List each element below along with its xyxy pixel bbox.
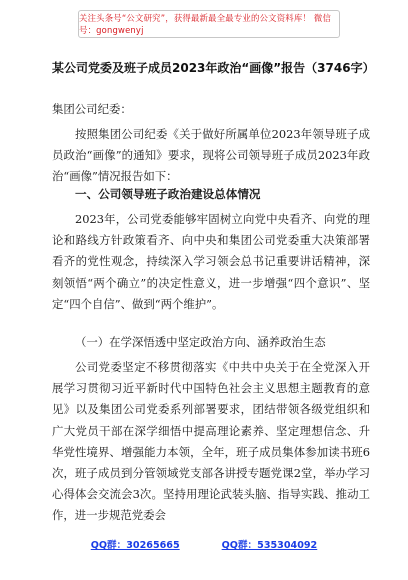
salutation: 集团公司纪委：	[52, 102, 132, 116]
paragraph-study: 公司党委坚定不移贯彻落实《中共中央关于在全党深入开展学习贯彻习近平新时代中国特色社会主义思想主题教育的意见》以及集团公司党委系列部署要求，团结带领各级党组织和广大党员干部在深学细悟中提高理论素养、坚定理想信念、升华党性境界、增强能力本领，全年，班子成员集体参加读书班6次，班子成员到分管领域党支部各讲授专题党课2堂，举办学习心得体会交流会3次。坚持用理论武装头脑、指导实践、推动工作，进一步规范党委会	[52, 360, 370, 523]
qq-group-link-1[interactable]: QQ群：30265665	[90, 540, 180, 551]
qq-group-link-2[interactable]: QQ群：535304092	[221, 540, 318, 551]
paragraph-intro: 按照集团公司纪委《关于做好所属单位2023年领导班子成员政治“画像”的通知》要求，现将公司领导班子成员2023年政治“画像”情况报告如下：	[52, 127, 370, 184]
header-banner[interactable]	[78, 10, 340, 38]
subsection-heading-1: （一）在学深悟透中坚定政治方向、涵养政治生态	[75, 335, 326, 349]
footer	[0, 537, 408, 551]
header-banner-text: 关注头条号“公文研究”，获得最新最全最专业的公文资料库！ 微信号：gongwenyj	[79, 13, 332, 35]
document-title: 某公司党委及班子成员2023年政治“画像”报告（3746字）	[52, 61, 375, 75]
paragraph-overview: 2023年，公司党委能够牢固树立向党中央看齐、向党的理论和路线方针政策看齐、向中央和集团公司党委重大决策部署看齐的党性观念，持续深入学习领会总书记重要讲话精神，深刻领悟“两个确立”的决定性意义，进一步增强“四个意识”、坚定“四个自信”、做到“两个维护”。	[52, 212, 370, 311]
section-heading-1: 一、公司领导班子政治建设总体情况	[75, 187, 261, 201]
